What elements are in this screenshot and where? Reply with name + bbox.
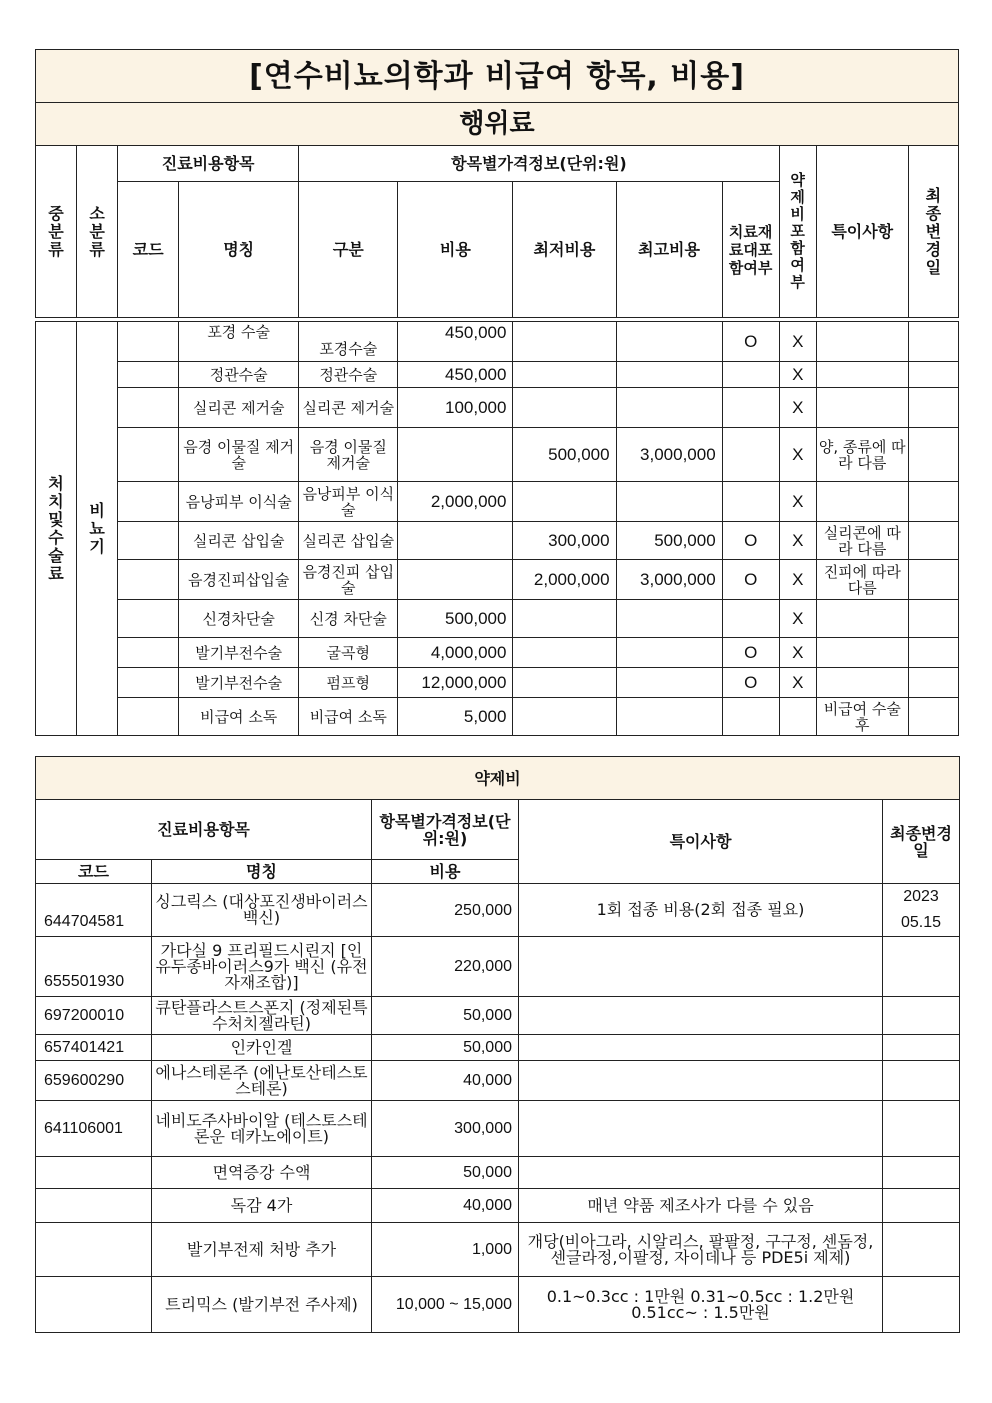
last-changed-cell [908, 668, 958, 698]
max-cost-cell [616, 482, 722, 522]
drug-cost-cell: 40,000 [372, 1189, 519, 1223]
header-kind: 구분 [299, 182, 398, 318]
material-included-cell [722, 388, 779, 428]
name-cell: 포경 수술 [179, 322, 299, 362]
code-cell [118, 428, 179, 482]
name-cell: 실리콘 삽입술 [179, 522, 299, 560]
code-cell [118, 362, 179, 388]
drug-date-cell [883, 1035, 960, 1061]
cost-cell [398, 428, 513, 482]
last-changed-cell [908, 698, 958, 736]
min-cost-cell [513, 638, 616, 668]
drug-included-cell: X [779, 638, 816, 668]
material-included-cell [722, 698, 779, 736]
cost-cell: 450,000 [398, 362, 513, 388]
material-included-cell [722, 428, 779, 482]
header-max-cost: 최고비용 [616, 182, 722, 318]
min-cost-cell [513, 322, 616, 362]
drug-date-cell [883, 1157, 960, 1189]
header-material-included: 치료재료대포함여부 [722, 182, 779, 318]
material-included-cell: O [722, 522, 779, 560]
drug-note-cell: 개당(비아그라, 시알리스, 팔팔정, 구구정, 센돔정, 센글라정,이팔정, 자이데나 등 PDE5i 제제) [519, 1223, 883, 1277]
note-cell [816, 362, 908, 388]
code-cell [118, 638, 179, 668]
kind-cell: 음낭피부 이식술 [299, 482, 398, 522]
page-title: [연수비뇨의학과 비급여 항목, 비용] [36, 50, 959, 103]
minor-class-cell: 비뇨기 [77, 322, 118, 736]
drug-cost-cell: 10,000 ~ 15,000 [372, 1277, 519, 1333]
note-cell [816, 600, 908, 638]
drug-date-cell [883, 1189, 960, 1223]
procedure-fee-table [35, 49, 959, 318]
header-drug-included: 약제비포함여부 [779, 146, 816, 318]
drug-cost-cell: 50,000 [372, 1157, 519, 1189]
code-cell [118, 698, 179, 736]
cost-cell: 5,000 [398, 698, 513, 736]
header-code: 코드 [118, 182, 179, 318]
table-row [36, 1157, 960, 1189]
drug-header-last-changed: 최종변경일 [883, 800, 960, 884]
cost-cell: 4,000,000 [398, 638, 513, 668]
last-changed-cell [908, 482, 958, 522]
drug-note-cell [519, 997, 883, 1035]
cost-cell: 450,000 [398, 322, 513, 362]
note-cell [816, 388, 908, 428]
name-cell: 음경진피삽입술 [179, 560, 299, 600]
kind-cell: 음경진피 삽입술 [299, 560, 398, 600]
drug-header-notes: 특이사항 [519, 800, 883, 884]
min-cost-cell [513, 698, 616, 736]
drug-code-cell: 659600290 [36, 1061, 152, 1101]
drug-note-cell: 0.1~0.3cc : 1만원 0.31~0.5cc : 1.2만원 0.51cc~ : 1.5만원 [519, 1277, 883, 1333]
drug-header-name: 명칭 [152, 860, 372, 884]
kind-cell: 실리콘 제거술 [299, 388, 398, 428]
min-cost-cell: 500,000 [513, 428, 616, 482]
drug-included-cell: X [779, 482, 816, 522]
last-changed-cell [908, 600, 958, 638]
drug-cost-cell: 40,000 [372, 1061, 519, 1101]
drug-note-cell: 1회 접종 비용(2회 접종 필요) [519, 884, 883, 937]
cost-cell: 12,000,000 [398, 668, 513, 698]
table-row [36, 428, 959, 482]
drug-name-cell: 에나스테론주 (에난토산테스토스테론) [152, 1061, 372, 1101]
min-cost-cell: 2,000,000 [513, 560, 616, 600]
drug-note-cell [519, 1101, 883, 1157]
drug-name-cell: 큐탄플라스트스폰지 (정제된특수처치젤라틴) [152, 997, 372, 1035]
note-cell: 진피에 따라 다름 [816, 560, 908, 600]
drug-included-cell: X [779, 362, 816, 388]
material-included-cell [722, 482, 779, 522]
drug-code-cell: 655501930 [36, 937, 152, 997]
table-row [36, 698, 959, 736]
drug-name-cell: 독감 4가 [152, 1189, 372, 1223]
name-cell: 정관수술 [179, 362, 299, 388]
table-row [36, 1101, 960, 1157]
name-cell: 비급여 소독 [179, 698, 299, 736]
table-row [36, 322, 959, 362]
drug-name-cell: 트리믹스 (발기부전 주사제) [152, 1277, 372, 1333]
kind-cell: 비급여 소독 [299, 698, 398, 736]
last-changed-cell [908, 522, 958, 560]
header-notes: 특이사항 [816, 146, 908, 318]
drug-name-cell: 발기부전제 처방 추가 [152, 1223, 372, 1277]
name-cell: 실리콘 제거술 [179, 388, 299, 428]
drug-included-cell [779, 698, 816, 736]
min-cost-cell: 300,000 [513, 522, 616, 560]
drug-cost-cell: 50,000 [372, 1035, 519, 1061]
drug-included-cell: X [779, 322, 816, 362]
min-cost-cell [513, 482, 616, 522]
material-included-cell [722, 362, 779, 388]
code-cell [118, 600, 179, 638]
cost-cell: 2,000,000 [398, 482, 513, 522]
kind-cell: 신경 차단술 [299, 600, 398, 638]
header-price-group: 항목별가격정보(단위:원) [299, 146, 779, 182]
drug-code-cell: 657401421 [36, 1035, 152, 1061]
min-cost-cell [513, 388, 616, 428]
table-row [36, 1223, 960, 1277]
drug-name-cell: 가다실 9 프리필드시린지 [인유두종바이러스9가 백신 (유전자재조합)] [152, 937, 372, 997]
min-cost-cell [513, 362, 616, 388]
drug-included-cell: X [779, 560, 816, 600]
drug-included-cell: X [779, 388, 816, 428]
note-cell [816, 668, 908, 698]
code-cell [118, 482, 179, 522]
material-included-cell: O [722, 638, 779, 668]
last-changed-cell [908, 560, 958, 600]
drug-cost-cell: 220,000 [372, 937, 519, 997]
drug-date-cell [883, 1101, 960, 1157]
table-row [36, 388, 959, 428]
note-cell [816, 322, 908, 362]
code-cell [118, 560, 179, 600]
table-row [36, 522, 959, 560]
max-cost-cell [616, 698, 722, 736]
drug-header-cost: 비용 [372, 860, 519, 884]
drug-included-cell: X [779, 522, 816, 560]
table-row [36, 997, 960, 1035]
drug-cost-cell: 1,000 [372, 1223, 519, 1277]
kind-cell: 굴곡형 [299, 638, 398, 668]
last-changed-cell [908, 322, 958, 362]
note-cell: 비급여 수술 후 [816, 698, 908, 736]
cost-cell: 100,000 [398, 388, 513, 428]
note-cell: 실리콘에 따라 다름 [816, 522, 908, 560]
drug-cost-cell: 250,000 [372, 884, 519, 937]
drug-note-cell [519, 1035, 883, 1061]
kind-cell: 음경 이물질 제거술 [299, 428, 398, 482]
drug-code-cell: 644704581 [36, 884, 152, 937]
table-row [36, 638, 959, 668]
note-cell [816, 482, 908, 522]
header-last-changed: 최종변경일 [908, 146, 958, 318]
table-row [36, 1189, 960, 1223]
drug-code-cell [36, 1277, 152, 1333]
drug-included-cell: X [779, 600, 816, 638]
code-cell [118, 522, 179, 560]
max-cost-cell: 3,000,000 [616, 428, 722, 482]
drug-included-cell: X [779, 668, 816, 698]
drug-included-cell: X [779, 428, 816, 482]
drug-header-item-group: 진료비용항목 [36, 800, 372, 860]
drug-date-cell [883, 1223, 960, 1277]
table-row [36, 600, 959, 638]
table-row [36, 1277, 960, 1333]
min-cost-cell [513, 668, 616, 698]
drug-date-cell [883, 937, 960, 997]
header-cost: 비용 [398, 182, 513, 318]
code-cell [118, 322, 179, 362]
section-title-procedure: 행위료 [36, 103, 959, 146]
drug-note-cell [519, 1157, 883, 1189]
max-cost-cell [616, 362, 722, 388]
max-cost-cell [616, 388, 722, 428]
major-class-cell: 처치및수술료 [36, 322, 77, 736]
drug-cost-cell: 300,000 [372, 1101, 519, 1157]
code-cell [118, 388, 179, 428]
drug-name-cell: 인카인겔 [152, 1035, 372, 1061]
last-changed-cell [908, 362, 958, 388]
drug-code-cell [36, 1223, 152, 1277]
header-minor-class: 소분류 [77, 146, 118, 318]
header-major-class: 중분류 [36, 146, 77, 318]
header-item-group: 진료비용항목 [118, 146, 299, 182]
kind-cell: 정관수술 [299, 362, 398, 388]
max-cost-cell [616, 668, 722, 698]
drug-name-cell: 면역증강 수액 [152, 1157, 372, 1189]
table-row [36, 1035, 960, 1061]
drug-code-cell [36, 1157, 152, 1189]
section-title-drug: 약제비 [36, 757, 960, 800]
last-changed-cell [908, 638, 958, 668]
name-cell: 발기부전수술 [179, 638, 299, 668]
table-row [36, 560, 959, 600]
min-cost-cell [513, 600, 616, 638]
note-cell [816, 638, 908, 668]
table-row [36, 937, 960, 997]
note-cell: 양, 종류에 따라 다름 [816, 428, 908, 482]
kind-cell: 펌프형 [299, 668, 398, 698]
table-row [36, 362, 959, 388]
table-row [36, 668, 959, 698]
max-cost-cell [616, 600, 722, 638]
max-cost-cell [616, 638, 722, 668]
max-cost-cell: 3,000,000 [616, 560, 722, 600]
material-included-cell: O [722, 560, 779, 600]
table-row [36, 1061, 960, 1101]
kind-cell: 실리콘 삽입술 [299, 522, 398, 560]
cost-cell: 500,000 [398, 600, 513, 638]
drug-date-cell [883, 1277, 960, 1333]
max-cost-cell [616, 322, 722, 362]
drug-name-cell: 싱그릭스 (대상포진생바이러스백신) [152, 884, 372, 937]
drug-code-cell [36, 1189, 152, 1223]
cost-cell [398, 560, 513, 600]
name-cell: 발기부전수술 [179, 668, 299, 698]
material-included-cell [722, 600, 779, 638]
drug-code-cell: 641106001 [36, 1101, 152, 1157]
code-cell [118, 668, 179, 698]
name-cell: 음경 이물질 제거술 [179, 428, 299, 482]
name-cell: 음낭피부 이식술 [179, 482, 299, 522]
drug-note-cell: 매년 약품 제조사가 다를 수 있음 [519, 1189, 883, 1223]
last-changed-cell [908, 428, 958, 482]
drug-date-cell: 2023 05.15 [883, 884, 960, 937]
drug-fee-table [35, 756, 960, 1333]
cost-cell [398, 522, 513, 560]
table-row [36, 884, 960, 937]
table-row [36, 482, 959, 522]
drug-header-price-group: 항목별가격정보(단위:원) [372, 800, 519, 860]
drug-code-cell: 697200010 [36, 997, 152, 1035]
drug-date-cell [883, 997, 960, 1035]
procedure-fee-body [35, 321, 959, 736]
max-cost-cell: 500,000 [616, 522, 722, 560]
drug-note-cell [519, 1061, 883, 1101]
drug-date-cell [883, 1061, 960, 1101]
header-name: 명칭 [179, 182, 299, 318]
material-included-cell: O [722, 668, 779, 698]
drug-name-cell: 네비도주사바이알 (테스토스테론운 데카노에이트) [152, 1101, 372, 1157]
last-changed-cell [908, 388, 958, 428]
name-cell: 신경차단술 [179, 600, 299, 638]
drug-header-code: 코드 [36, 860, 152, 884]
header-min-cost: 최저비용 [513, 182, 616, 318]
material-included-cell: O [722, 322, 779, 362]
drug-cost-cell: 50,000 [372, 997, 519, 1035]
drug-note-cell [519, 937, 883, 997]
kind-cell: 포경수술 [299, 322, 398, 362]
